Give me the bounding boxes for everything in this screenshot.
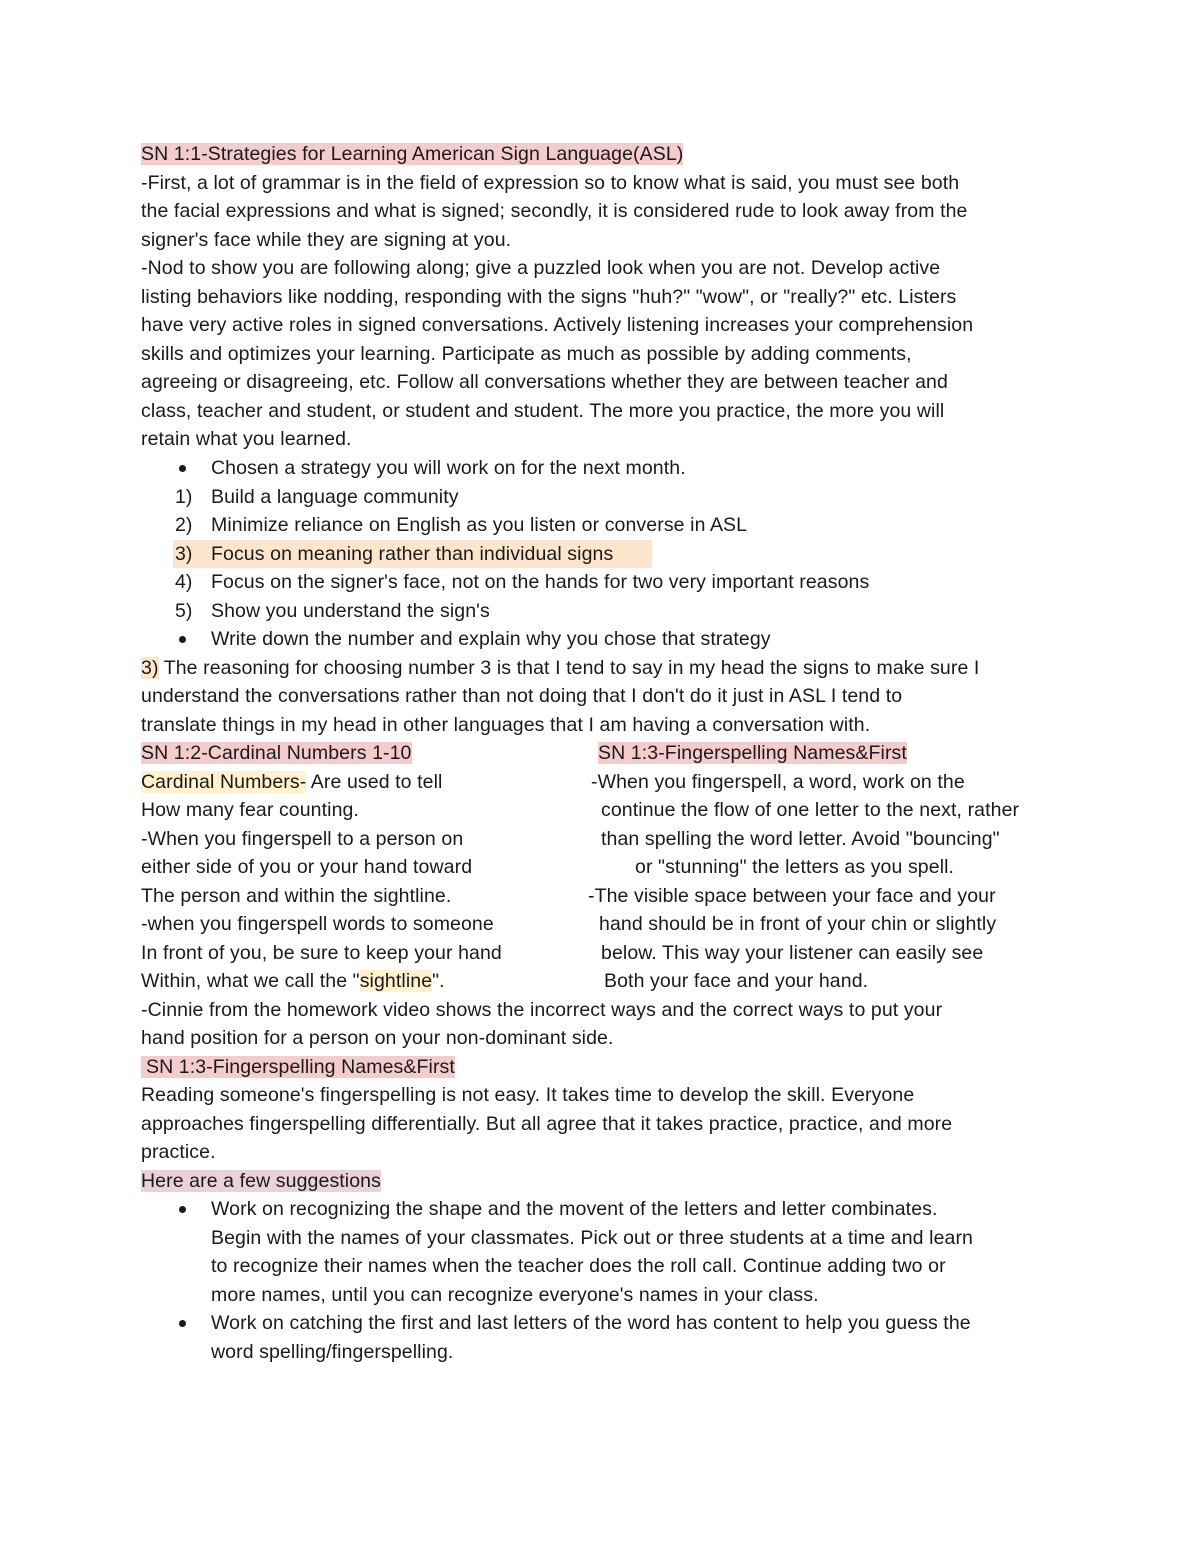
paragraph-line: Reading someone's fingerspelling is not easy. It takes time to develop the skill. Everyone (141, 1084, 915, 1106)
list-number: 4) (175, 571, 193, 593)
section3-right-heading: SN 1:3-Fingerspelling Names&First (598, 742, 907, 764)
list-number: 1) (175, 486, 193, 508)
paragraph-line: -Nod to show you are following along; give a puzzled look when you are not. Develop active (141, 257, 941, 279)
section1-heading: SN 1:1-Strategies for Learning American Sign Language(ASL) (141, 143, 684, 165)
column-line: Both your face and your hand. (604, 970, 869, 992)
list-item: more names, until you can recognize everyone's names in your class. (211, 1284, 819, 1306)
column-line: Cardinal Numbers- Are used to tell (141, 771, 443, 793)
section3-heading: SN 1:3-Fingerspelling Names&First (141, 1053, 455, 1081)
column-line: either side of you or your hand toward (141, 856, 473, 878)
list-item: Begin with the names of your classmates. Pick out or three students at a time and learn (211, 1227, 974, 1249)
paragraph-line: the facial expressions and what is signed; secondly, it is considered rude to look away from the (141, 200, 968, 222)
answer-line: 3) The reasoning for choosing number 3 is that I tend to say in my head the signs to make sure I (141, 657, 980, 679)
sightline-highlight: sightline (359, 970, 433, 992)
bullet-icon (179, 465, 186, 472)
paragraph-line: have very active roles in signed conversations. Actively listening increases your comprehension (141, 314, 974, 336)
list-number: 2) (175, 514, 193, 536)
paragraph-line: approaches fingerspelling differentially. But all agree that it takes practice, practice, and more (141, 1113, 953, 1135)
column-line: Within, what we call the "sightline". (141, 970, 445, 992)
paragraph-line: agreeing or disagreeing, etc. Follow all conversations whether they are between teacher and (141, 371, 948, 393)
column-line: How many fear counting. (141, 799, 359, 821)
list-item: Write down the number and explain why you chose that strategy (211, 628, 771, 650)
column-line: -The visible space between your face and your (588, 885, 996, 907)
list-item: to recognize their names when the teacher does the roll call. Continue adding two or (211, 1255, 946, 1277)
column-line: -When you fingerspell, a word, work on the (591, 771, 965, 793)
list-item: Focus on meaning rather than individual signs (211, 543, 614, 565)
column-line: -when you fingerspell words to someone (141, 913, 494, 935)
list-item: word spelling/fingerspelling. (211, 1341, 454, 1363)
bullet-icon (179, 636, 186, 643)
paragraph-line: skills and optimizes your learning. Participate as much as possible by adding comments, (141, 343, 912, 365)
paragraph-line: class, teacher and student, or student and student. The more you practice, the more you will (141, 400, 945, 422)
section2-heading: SN 1:2-Cardinal Numbers 1-10 (141, 742, 412, 764)
list-number: 5) (175, 600, 193, 622)
answer-number: 3) (141, 657, 159, 679)
suggestions-heading: Here are a few suggestions (141, 1170, 381, 1192)
column-line: In front of you, be sure to keep your hand (141, 942, 502, 964)
column-line: below. This way your listener can easily see (601, 942, 984, 964)
list-item: Show you understand the sign's (211, 600, 490, 622)
term-highlight: Cardinal Numbers- (141, 771, 307, 793)
paragraph-line: practice. (141, 1141, 216, 1163)
list-item: Work on catching the first and last letters of the word has content to help you guess the (211, 1312, 971, 1334)
paragraph-line: signer's face while they are signing at you. (141, 229, 512, 251)
column-line: -When you fingerspell to a person on (141, 828, 464, 850)
bullet-icon (179, 1206, 186, 1213)
paragraph-line: -Cinnie from the homework video shows the incorrect ways and the correct ways to put your (141, 999, 943, 1021)
answer-line: translate things in my head in other languages that I am having a conversation with. (141, 714, 871, 736)
column-line: than spelling the word letter. Avoid "bouncing" (601, 828, 1000, 850)
column-line: or "stunning" the letters as you spell. (635, 856, 955, 878)
list-number: 3) (175, 543, 193, 565)
list-item: Build a language community (211, 486, 459, 508)
bullet-icon (179, 1320, 186, 1327)
paragraph-line: retain what you learned. (141, 428, 352, 450)
list-item: Chosen a strategy you will work on for the next month. (211, 457, 686, 479)
column-line: hand should be in front of your chin or slightly (599, 913, 997, 935)
column-line: The person and within the sightline. (141, 885, 452, 907)
paragraph-line: -First, a lot of grammar is in the field of expression so to know what is said, you must see both (141, 172, 960, 194)
list-item: Minimize reliance on English as you listen or converse in ASL (211, 514, 748, 536)
column-line: continue the flow of one letter to the next, rather (601, 799, 1020, 821)
paragraph-line: hand position for a person on your non-dominant side. (141, 1027, 614, 1049)
paragraph-line: listing behaviors like nodding, responding with the signs "huh?" "wow", or "really?" etc. Listers (141, 286, 957, 308)
list-item: Focus on the signer's face, not on the hands for two very important reasons (211, 571, 870, 593)
answer-line: understand the conversations rather than not doing that I don't do it just in ASL I tend to (141, 685, 903, 707)
list-item: Work on recognizing the shape and the movent of the letters and letter combinates. (211, 1198, 938, 1220)
